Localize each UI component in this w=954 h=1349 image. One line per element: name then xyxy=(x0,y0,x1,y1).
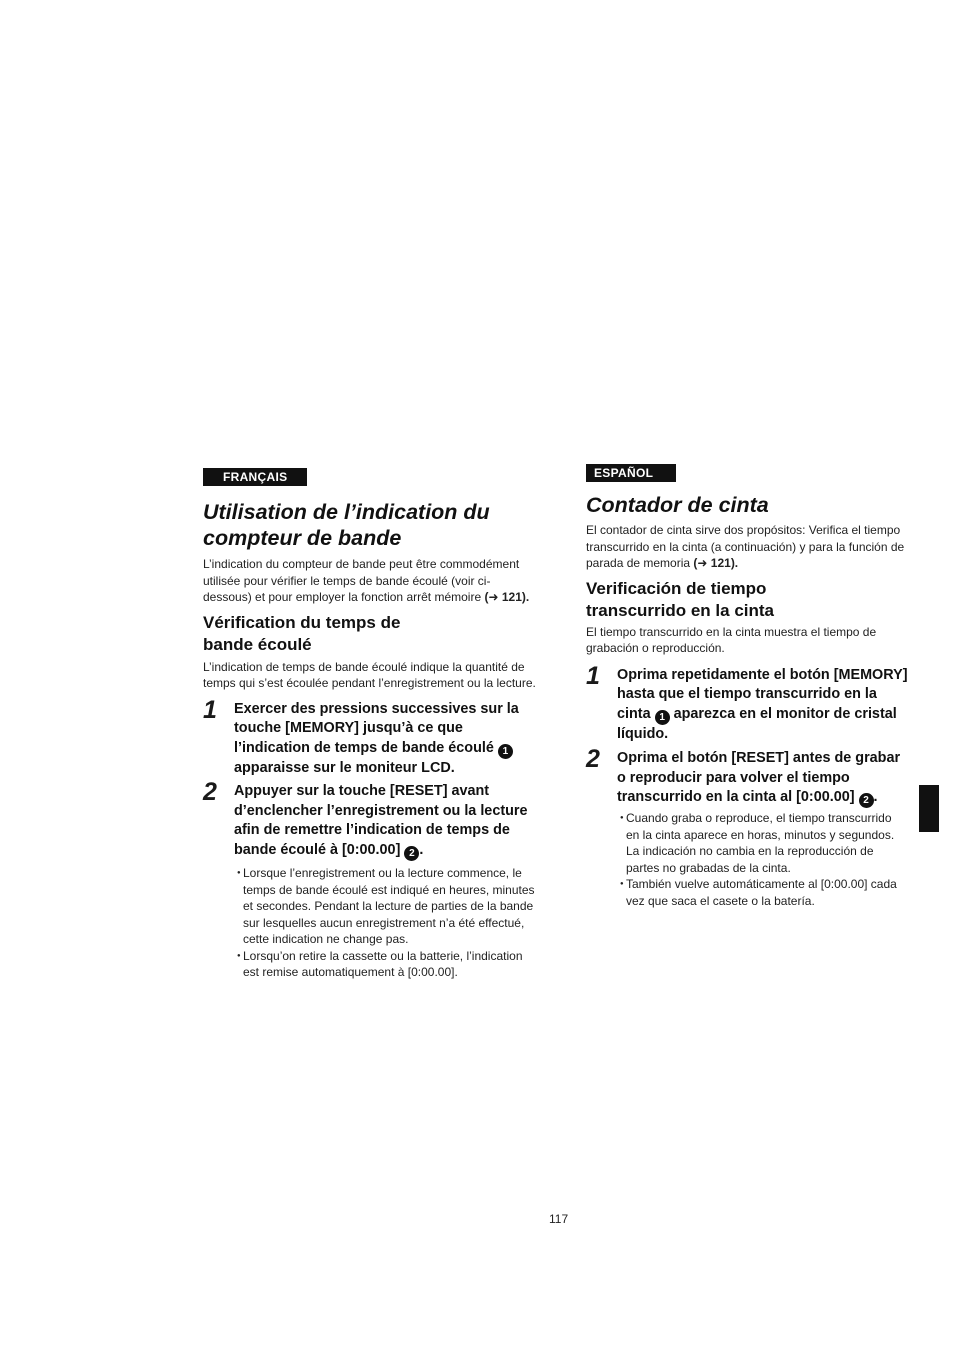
french-step-1-instruction: Exercer des pressions successives sur la touche [MEMORY] jusqu’à ce que l’indication de temps de bande écoulé xyxy=(234,700,519,757)
french-title-line2: compteur de bande xyxy=(203,526,402,550)
french-note-2: ● Lorsqu’on retire la cassette ou la batterie, l’indication est remise automatiquement à [0:00.00]. xyxy=(243,948,538,981)
spanish-step-2-period: . xyxy=(873,789,878,806)
french-subtitle-line2: bande écoulé xyxy=(203,634,312,654)
french-step-2-instruction: Appuyer sur la touche [RESET] avant d’enclencher l’enregistrement ou la lecture afin de remettre l’indication de temps de bande écoulé à [0:00.00] xyxy=(234,782,528,859)
callout-marker-1-icon: 1 xyxy=(655,710,670,725)
french-step-2 xyxy=(203,777,538,861)
french-step-1 xyxy=(203,695,538,779)
page-number: 117 xyxy=(549,1212,569,1226)
french-subtitle-line1: Vérification du temps de xyxy=(203,612,401,632)
callout-marker-1-icon: 1 xyxy=(498,744,513,759)
french-column xyxy=(203,468,538,981)
french-language-tag: FRANÇAIS xyxy=(203,468,307,486)
section-edge-tab xyxy=(919,785,939,832)
spanish-subtitle xyxy=(586,578,908,622)
spanish-title: Contador de cinta xyxy=(586,493,769,517)
french-notes xyxy=(203,865,538,981)
spanish-step-1 xyxy=(586,661,908,745)
french-note-1: ● Lorsque l’enregistrement ou la lecture commence, le temps de bande écoulé est indiqué en heures, minutes et secondes. Pendant la lecture de parties de la bande sur lesquelles aucun enregistrement n’a été effectué, cette indication ne change pas. xyxy=(243,865,538,948)
french-step-2-text xyxy=(234,782,538,861)
spanish-note-1: ● Cuando graba o reproduce, el tiempo transcurrido en la cinta aparece en horas, minutos y segundos. La indicación no cambia en la reproducción de partes no grabadas de la cinta. xyxy=(626,810,908,876)
french-intro xyxy=(203,556,538,606)
spanish-intro-ref: (➜ 121). xyxy=(693,556,739,570)
spanish-step-2-text xyxy=(617,749,908,809)
french-step-1-instruction-end: apparaisse sur le moniteur LCD. xyxy=(234,760,455,777)
french-intro-text: L’indication du compteur de bande peut être commodément utilisée pour vérifier le temps de bande écoulé (voir ci-dessous) et pour employer la fonction arrêt mémoire xyxy=(203,557,520,604)
spanish-column xyxy=(586,464,908,909)
spanish-step-1-instruction-end: aparezca en el monitor de cristal líquido. xyxy=(617,706,897,743)
spanish-notes xyxy=(586,810,908,909)
spanish-step-2-instruction: Oprima el botón [RESET] antes de grabar o reproducir para volver el tiempo transcurrido en la cinta al [0:00.00] xyxy=(617,749,901,806)
french-intro-ref: (➜ 121). xyxy=(484,590,530,604)
spanish-note-2: ● También vuelve automáticamente al [0:00.00] cada vez que saca el casete o la batería. xyxy=(626,876,908,909)
spanish-subtitle-line1: Verificación de tiempo xyxy=(586,578,767,598)
french-title xyxy=(203,499,538,551)
french-title-line1: Utilisation de l’indication du xyxy=(203,500,490,524)
spanish-step-2-number: 2 xyxy=(586,744,600,773)
spanish-language-tag: ESPAÑOL xyxy=(586,464,676,482)
french-step-2-number: 2 xyxy=(203,777,217,806)
callout-marker-2-icon: 2 xyxy=(859,793,874,808)
spanish-subtitle-line2: transcurrido en la cinta xyxy=(586,600,774,620)
french-step-1-number: 1 xyxy=(203,695,217,724)
french-sub-intro: L’indication de temps de bande écoulé indique la quantité de temps qui s’est écoulée pendant l’enregistrement ou la lecture. xyxy=(203,659,536,690)
french-subtitle xyxy=(203,612,538,656)
spanish-step-1-instruction: Oprima repetidamente el botón [MEMORY] hasta que el tiempo transcurrido en la cinta xyxy=(617,666,908,723)
spanish-intro xyxy=(586,522,908,572)
spanish-step-1-number: 1 xyxy=(586,661,600,690)
french-step-1-text xyxy=(234,700,538,779)
spanish-step-2 xyxy=(586,744,908,809)
french-step-2-period: . xyxy=(419,842,424,859)
spanish-intro-text: El contador de cinta sirve dos propósitos: Verifica el tiempo transcurrido en la cinta (a continuación) y para la función de parada de memoria xyxy=(586,523,905,570)
spanish-step-1-text xyxy=(617,666,908,745)
callout-marker-2-icon: 2 xyxy=(404,846,419,861)
spanish-sub-intro: El tiempo transcurrido en la cinta muestra el tiempo de grabación o reproducción. xyxy=(586,624,877,655)
